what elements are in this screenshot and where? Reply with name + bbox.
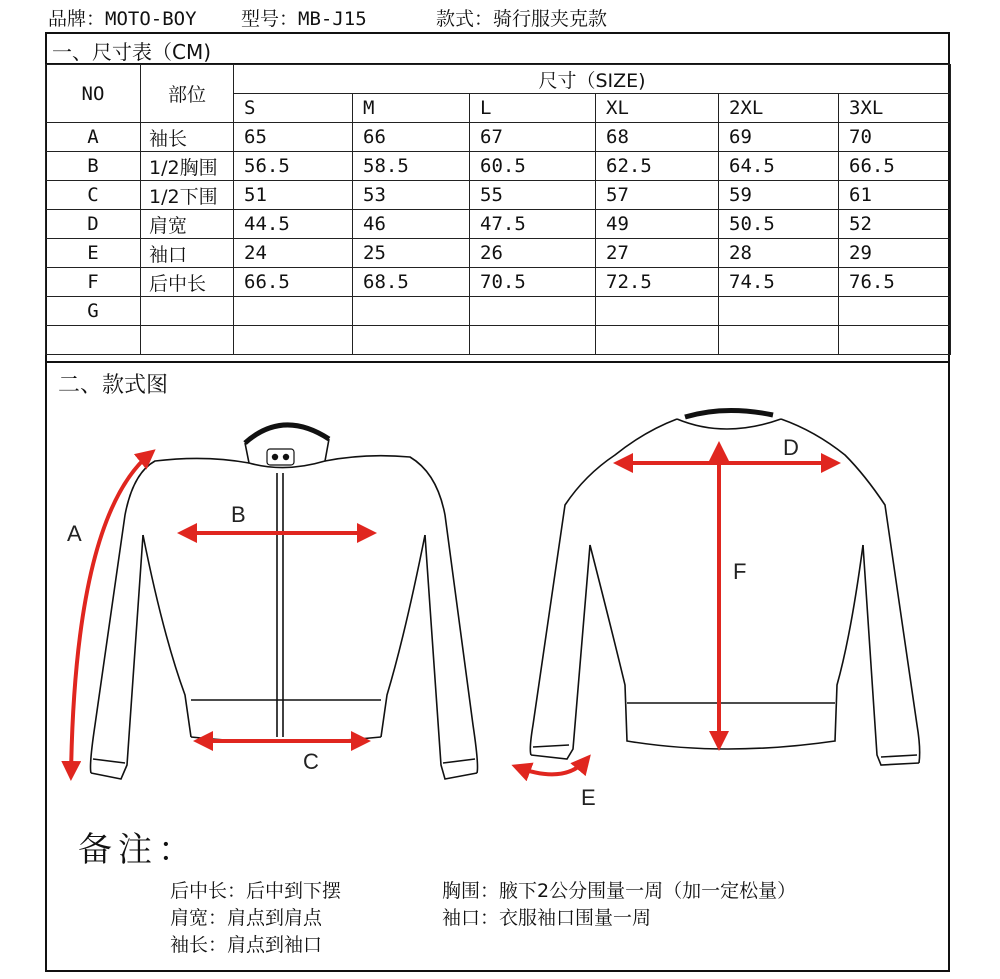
size-header: L — [470, 94, 596, 123]
size-value-cell: 27 — [596, 239, 719, 268]
label-a: A — [67, 521, 82, 546]
size-value-cell: 72.5 — [596, 268, 719, 297]
row-no: F — [46, 268, 141, 297]
size-value-cell — [470, 297, 596, 326]
size-value-cell: 61 — [839, 181, 951, 210]
size-value-cell — [596, 297, 719, 326]
size-value-cell — [353, 326, 470, 355]
label-f: F — [733, 559, 747, 584]
label-c: C — [303, 749, 319, 774]
size-row — [46, 326, 951, 355]
row-part: 袖长 — [141, 123, 234, 152]
size-value-cell: 56.5 — [234, 152, 353, 181]
size-value-cell: 46 — [353, 210, 470, 239]
row-part: 袖口 — [141, 239, 234, 268]
size-value-cell — [353, 297, 470, 326]
size-value-cell — [719, 297, 839, 326]
size-value-cell: 66.5 — [234, 268, 353, 297]
size-value-cell: 47.5 — [470, 210, 596, 239]
size-header: M — [353, 94, 470, 123]
size-table — [45, 64, 951, 355]
notes-title: 备注： — [78, 830, 198, 870]
size-value-cell: 44.5 — [234, 210, 353, 239]
style-section-title: 二、款式图 — [58, 373, 169, 398]
size-value-cell: 50.5 — [719, 210, 839, 239]
size-value-cell — [596, 326, 719, 355]
row-no: A — [46, 123, 141, 152]
size-row — [46, 297, 951, 326]
row-no: E — [46, 239, 141, 268]
row-part: 1/2胸围 — [141, 152, 234, 181]
row-part — [141, 297, 234, 326]
collar-button-icon — [272, 454, 278, 460]
label-d: D — [783, 435, 799, 460]
size-value-cell: 28 — [719, 239, 839, 268]
size-value-cell: 49 — [596, 210, 719, 239]
note-item: 肩宽：肩点到肩点 — [170, 907, 323, 929]
style-label: 款式：骑行服夹克款 — [436, 8, 608, 30]
size-group-header: 尺寸（SIZE) — [234, 65, 951, 94]
size-value-cell — [839, 297, 951, 326]
note-item: 后中长：后中到下摆 — [170, 880, 342, 902]
section-divider — [45, 361, 950, 363]
note-item: 袖长：肩点到袖口 — [170, 934, 323, 956]
size-value-cell: 76.5 — [839, 268, 951, 297]
label-b: B — [231, 502, 246, 527]
size-row — [46, 181, 951, 210]
brand-label: 品牌：MOTO-BOY — [48, 8, 197, 30]
size-value-cell: 66.5 — [839, 152, 951, 181]
size-value-cell: 26 — [470, 239, 596, 268]
size-value-cell: 51 — [234, 181, 353, 210]
size-value-cell: 58.5 — [353, 152, 470, 181]
size-value-cell — [839, 326, 951, 355]
size-value-cell: 68 — [596, 123, 719, 152]
row-part: 肩宽 — [141, 210, 234, 239]
size-value-cell: 24 — [234, 239, 353, 268]
size-table-title: 一、尺寸表（CM) — [52, 40, 212, 64]
size-value-cell: 25 — [353, 239, 470, 268]
size-value-cell: 59 — [719, 181, 839, 210]
size-value-cell — [234, 326, 353, 355]
size-header: S — [234, 94, 353, 123]
size-value-cell: 29 — [839, 239, 951, 268]
jacket-diagram — [45, 395, 950, 815]
size-value-cell: 62.5 — [596, 152, 719, 181]
size-value-cell: 53 — [353, 181, 470, 210]
size-value-cell: 52 — [839, 210, 951, 239]
size-row — [46, 152, 951, 181]
row-no — [46, 326, 141, 355]
size-value-cell: 57 — [596, 181, 719, 210]
size-value-cell: 55 — [470, 181, 596, 210]
size-header: XL — [596, 94, 719, 123]
size-header: 3XL — [839, 94, 951, 123]
size-header: 2XL — [719, 94, 839, 123]
row-no: G — [46, 297, 141, 326]
size-row — [46, 268, 951, 297]
size-row — [46, 123, 951, 152]
size-value-cell: 64.5 — [719, 152, 839, 181]
front-jacket-outline — [91, 425, 478, 779]
collar-button-icon — [283, 454, 289, 460]
col-no-header: NO — [46, 65, 141, 123]
col-part-header: 部位 — [141, 65, 234, 123]
row-part: 后中长 — [141, 268, 234, 297]
note-item: 袖口：衣服袖口围量一周 — [442, 907, 652, 929]
size-row — [46, 210, 951, 239]
size-value-cell: 67 — [470, 123, 596, 152]
cuff-arrow — [517, 759, 587, 774]
size-value-cell: 65 — [234, 123, 353, 152]
size-value-cell — [234, 297, 353, 326]
size-value-cell — [719, 326, 839, 355]
row-part: 1/2下围 — [141, 181, 234, 210]
row-part — [141, 326, 234, 355]
size-value-cell: 70 — [839, 123, 951, 152]
size-value-cell: 66 — [353, 123, 470, 152]
note-item: 胸围：腋下2公分围量一周（加一定松量） — [442, 880, 797, 902]
size-value-cell: 70.5 — [470, 268, 596, 297]
size-value-cell: 74.5 — [719, 268, 839, 297]
size-value-cell: 68.5 — [353, 268, 470, 297]
row-no: D — [46, 210, 141, 239]
size-value-cell — [470, 326, 596, 355]
size-value-cell: 69 — [719, 123, 839, 152]
label-e: E — [581, 785, 596, 810]
model-label: 型号：MB-J15 — [241, 8, 367, 30]
row-no: B — [46, 152, 141, 181]
size-row — [46, 239, 951, 268]
collar-tab — [267, 449, 294, 465]
row-no: C — [46, 181, 141, 210]
size-value-cell: 60.5 — [470, 152, 596, 181]
